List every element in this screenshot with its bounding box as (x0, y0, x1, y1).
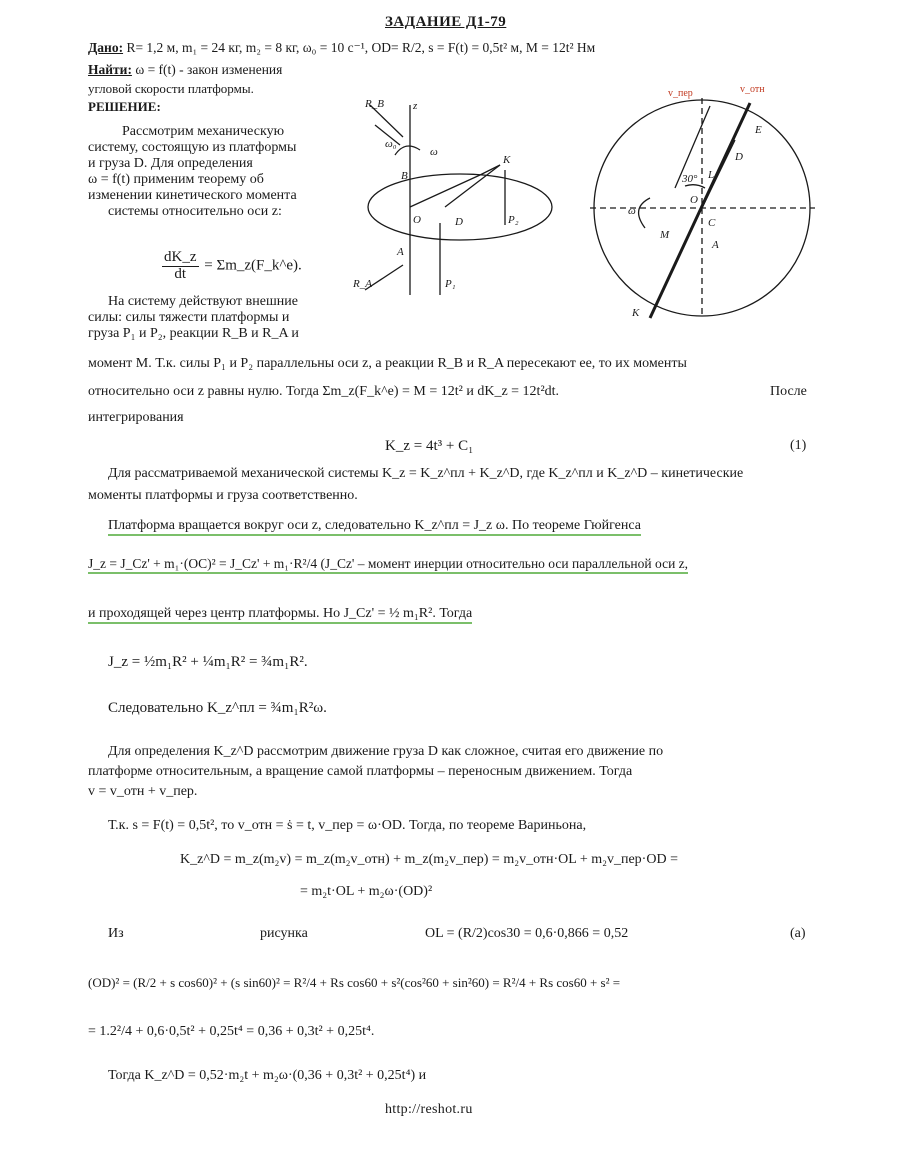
kd-equation-2: = m₂t·OL + m₂ω·(OD)² (300, 884, 433, 899)
fig1-label: K (503, 154, 511, 166)
fig1-label: D (455, 216, 463, 228)
system-text: Для рассматриваемой механической системы K_z = K_z^пл + K_z^D, где K_z^пл и K_z^D – кинетические (108, 466, 744, 481)
intro-paragraph (88, 124, 348, 221)
forces-line: силы: силы тяжести платформы и (88, 310, 290, 326)
od-equation: (OD)² = (R/2 + s cos60)² + (s sin60)² = R²/4 + Rs cos60 + s²(cos²60 + sin²60) = R²/4 + Rs cos60 + s² = (88, 975, 621, 990)
intro-line: системы относительно оси z: (108, 204, 282, 220)
then-text: Тогда K_z^D = 0,52·m₂t + m₂ω·(0,36 + 0,3t² + 0,25t⁴) и (108, 1068, 427, 1083)
find-label: Найти: (88, 62, 132, 77)
fig2-label: 30° (682, 173, 698, 185)
fig1-label: R_B (365, 98, 384, 110)
fig2-label-velocity: v_пер (668, 88, 693, 99)
solution-label: РЕШЕНИЕ: (88, 99, 161, 114)
fig2-label: ω (628, 205, 636, 217)
jz-equation: J_z = ½m₁R² + ¼m₁R² = ¾m₁R². (108, 654, 308, 670)
fig2-label: M (660, 229, 670, 241)
given-line (88, 40, 595, 56)
huygens-equation-highlight: J_z = J_Cz' + m₁·(OC)² = J_Cz' + m₁·R²/4 (J_Cz' – момент инерции относительно оси параллельной оси z, (88, 556, 688, 574)
fig1-label: z (413, 100, 418, 112)
fig2-label: C (708, 217, 716, 229)
after-word: После (770, 384, 807, 399)
forces-line: На систему действуют внешние (108, 294, 298, 309)
system-text-2: моменты платформы и груза соответственно. (88, 488, 358, 503)
fig1-label: P₁ (445, 278, 456, 290)
integration-word: интегрирования (88, 410, 184, 425)
intro-line: систему, состоящую из платформы (88, 140, 297, 156)
derivative-fraction (162, 250, 199, 283)
page-title: ЗАДАНИЕ Д1-79 (385, 14, 507, 30)
from-label: Из (108, 926, 124, 941)
ol-equation: OL = (R/2)cos30 = 0,6·0,866 = 0,52 (425, 926, 629, 941)
fig1-label: B (401, 170, 408, 182)
fig2-label: D (735, 151, 743, 163)
platform-text (108, 518, 641, 534)
find-text: ω = f(t) - закон изменения (135, 62, 283, 77)
forces-paragraph (88, 294, 299, 342)
huygens-equation (88, 556, 688, 572)
platform-top-view-figure (590, 78, 820, 328)
fig2-label: K (632, 307, 640, 319)
od-equation-2: = 1.2²/4 + 0,6·0,5t² + 0,25t⁴ = 0,36 + 0,3t² + 0,25t⁴. (88, 1024, 375, 1039)
fig2-label: O (690, 194, 698, 206)
platform-text-highlight: Платформа вращается вокруг оси z, следовательно K_z^пл = J_z ω. По теореме Гюйгенса (108, 518, 641, 536)
huygens-text-highlight: и проходящей через центр платформы. Но J_Cz' = ½ m₁R². Тогда (88, 606, 472, 624)
intro-line: и груза D. Для определения (88, 156, 253, 172)
moment-text: момент M. Т.к. силы P₁ и P₂ параллельны оси z, а реакции R_B и R_A пересекают ее, то их моменты (88, 356, 687, 371)
since-text: Т.к. s = F(t) = 0,5t², то v_отн = ṡ = t, v_пер = ω·OD. Тогда, по теореме Вариньона, (108, 818, 587, 833)
moment-text-2: относительно оси z равны нулю. Тогда Σm_z(F_k^e) = M = 12t² и dK_z = 12t²dt. (88, 384, 560, 399)
fraction-denominator: dt (174, 265, 187, 282)
fig1-label: O (413, 214, 421, 226)
equation-1-number: (1) (790, 438, 807, 453)
equation-rhs: = Σm_z(F_k^e). (204, 257, 302, 274)
intro-line: ω = f(t) применим теорему об (88, 172, 264, 188)
equation-1: K_z = 4t³ + C₁ (385, 438, 474, 454)
platform-3d-figure (345, 95, 570, 320)
load-line: Для определения K_z^D рассмотрим движение груза D как сложное, считая его движение по (108, 744, 664, 759)
fig2-label: A (712, 239, 719, 251)
huygens-text (88, 606, 472, 622)
kd-equation-1: K_z^D = m_z(m₂v) = m_z(m₂v_отн) + m_z(m₂v_пер) = m₂v_отн·OL + m₂v_пер·OD = (180, 852, 678, 867)
fig1-label: ω (430, 146, 438, 158)
intro-line: изменении кинетического момента (88, 188, 297, 204)
given-text: R= 1,2 м, m₁ = 24 кг, m₂ = 8 кг, ω₀ = 10 с⁻¹, OD= R/2, s = F(t) = 0,5t² м, M = 12t² Нм (126, 40, 596, 55)
forces-line: груза P₁ и P₂, реакции R_B и R_A и (88, 326, 299, 342)
fig2-label: L (708, 169, 715, 181)
find-text-2: угловой скорости платформы. (88, 81, 254, 96)
fig1-label: A (397, 246, 404, 258)
load-paragraph (88, 744, 663, 800)
consequently-text: Следовательно K_z^пл = ¾m₁R²ω. (108, 700, 327, 716)
intro-line: Рассмотрим механическую (122, 124, 285, 139)
fig2-label: E (755, 124, 762, 136)
fraction-numerator: dK_z (164, 249, 197, 265)
fig1-label: ω₀ (385, 138, 397, 150)
fig1-label: P₂ (508, 214, 519, 226)
ol-equation-number: (a) (790, 926, 806, 941)
given-label: Дано: (88, 40, 124, 55)
load-line: v = v_отн + v_пер. (88, 784, 198, 800)
figure-label: рисунка (260, 926, 308, 941)
find-line (88, 62, 282, 78)
load-line: платформе относительным, а вращение самой платформы – переносным движением. Тогда (88, 764, 633, 780)
main-equation (160, 250, 302, 283)
fig2-label-velocity: v_отн (740, 84, 765, 95)
fig1-label: R_A (353, 278, 372, 290)
footer-url[interactable]: http://reshot.ru (385, 1102, 473, 1117)
